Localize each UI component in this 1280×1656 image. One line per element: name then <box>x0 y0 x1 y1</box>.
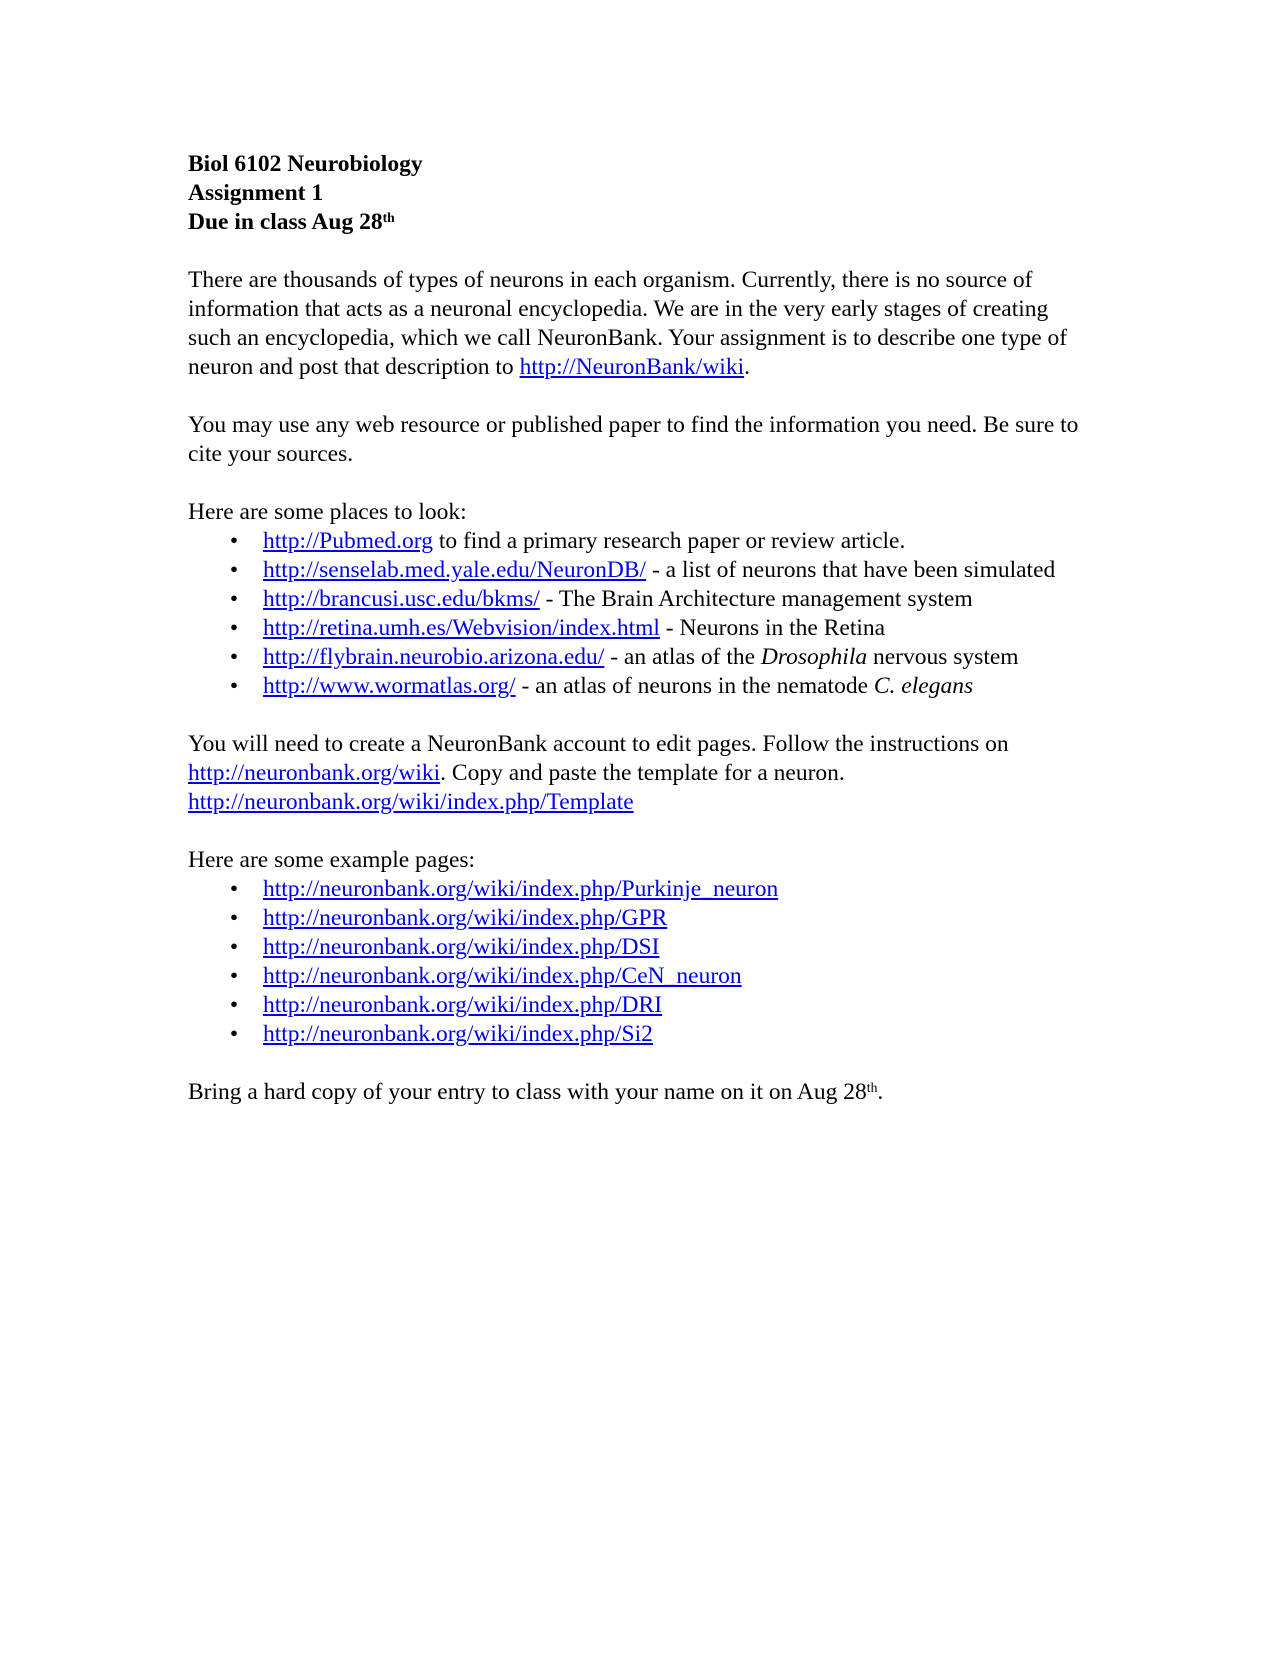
bullet-icon: • <box>229 615 239 641</box>
bullet-icon: • <box>229 673 239 699</box>
list-item <box>188 991 1088 1020</box>
examples-heading: Here are some example pages: <box>188 847 476 873</box>
list-item-text: - The Brain Architecture management system <box>539 586 973 612</box>
course-title: Biol 6102 Neurobiology <box>188 151 423 177</box>
document-body <box>188 150 1088 1107</box>
bullet-icon: • <box>229 586 239 612</box>
list-item <box>188 672 1088 701</box>
due-date-superscript: th <box>382 209 395 225</box>
list-item <box>188 904 1088 933</box>
cen-neuron-link[interactable]: http://neuronbank.org/wiki/index.php/CeN_neuron <box>263 963 742 989</box>
list-item <box>188 614 1088 643</box>
intro-end: . <box>744 354 750 380</box>
closing-paragraph <box>188 1078 1088 1107</box>
account-text: You will need to create a NeuronBank account to edit pages. Follow the instructions on <box>188 731 1009 757</box>
assignment-title: Assignment 1 <box>188 180 324 206</box>
title-block <box>188 150 1088 237</box>
wormatlas-link[interactable]: http://www.wormatlas.org/ <box>263 673 516 699</box>
bullet-icon: • <box>229 644 239 670</box>
closing-superscript: th <box>866 1079 878 1095</box>
dri-link[interactable]: http://neuronbank.org/wiki/index.php/DRI <box>263 992 663 1018</box>
intro-paragraph <box>188 266 1088 382</box>
list-item <box>188 643 1088 672</box>
list-item <box>188 875 1088 904</box>
pubmed-link[interactable]: http://Pubmed.org <box>263 528 433 554</box>
examples-section <box>188 846 1088 1049</box>
due-date-text: Due in class Aug 28 <box>188 209 383 235</box>
list-item-text: to find a primary research paper or review article. <box>432 528 906 554</box>
neuronbank-org-wiki-link[interactable]: http://neuronbank.org/wiki <box>188 760 441 786</box>
si2-link[interactable]: http://neuronbank.org/wiki/index.php/Si2 <box>263 1021 653 1047</box>
bullet-icon: • <box>229 905 239 931</box>
bullet-icon: • <box>229 992 239 1018</box>
examples-list <box>188 875 1088 1049</box>
bullet-icon: • <box>229 1021 239 1047</box>
list-item-text-after: nervous system <box>867 644 1019 670</box>
account-paragraph <box>188 730 1088 817</box>
list-item <box>188 585 1088 614</box>
list-item-text: - Neurons in the Retina <box>659 615 886 641</box>
places-list <box>188 527 1088 701</box>
bullet-icon: • <box>229 528 239 554</box>
list-item-text: - a list of neurons that have been simulated <box>646 557 1056 583</box>
dsi-link[interactable]: http://neuronbank.org/wiki/index.php/DSI <box>263 934 660 960</box>
list-item-text: - an atlas of neurons in the nematode <box>515 673 874 699</box>
neuronbank-wiki-link[interactable]: http://NeuronBank/wiki <box>519 354 745 380</box>
bullet-icon: • <box>229 557 239 583</box>
gpr-link[interactable]: http://neuronbank.org/wiki/index.php/GPR <box>263 905 668 931</box>
list-item <box>188 527 1088 556</box>
bullet-icon: • <box>229 934 239 960</box>
bullet-icon: • <box>229 963 239 989</box>
bullet-icon: • <box>229 876 239 902</box>
places-heading: Here are some places to look: <box>188 499 467 525</box>
list-item-text: - an atlas of the <box>604 644 761 670</box>
due-date-line <box>188 208 1088 237</box>
closing-text: Bring a hard copy of your entry to class with your name on it on Aug 28 <box>188 1079 867 1105</box>
resources-paragraph: You may use any web resource or published paper to find the information you need. Be sure to cite your sources. <box>188 412 1079 467</box>
closing-end: . <box>877 1079 884 1105</box>
list-item <box>188 933 1088 962</box>
neurondb-link[interactable]: http://senselab.med.yale.edu/NeuronDB/ <box>263 557 647 583</box>
places-section <box>188 498 1088 701</box>
purkinje-link[interactable]: http://neuronbank.org/wiki/index.php/Purkinje_neuron <box>263 876 779 902</box>
flybrain-link[interactable]: http://flybrain.neurobio.arizona.edu/ <box>263 644 605 670</box>
list-item <box>188 1020 1088 1049</box>
webvision-link[interactable]: http://retina.umh.es/Webvision/index.html <box>263 615 660 641</box>
drosophila-italic: Drosophila <box>760 644 868 670</box>
intro-text: There are thousands of types of neurons in each organism. Currently, there is no source of information that acts as a neuronal encyclopedia. We are in the very early stages of creating such an encyclopedia, which we call NeuronBank. Your assignment is to describe one type of neuron and post that description to <box>188 267 1068 380</box>
template-link[interactable]: http://neuronbank.org/wiki/index.php/Template <box>188 789 634 815</box>
bkms-link[interactable]: http://brancusi.usc.edu/bkms/ <box>263 586 540 612</box>
c-elegans-italic: C. elegans <box>873 673 974 699</box>
account-text-2: . Copy and paste the template for a neuron. <box>440 760 845 786</box>
list-item <box>188 962 1088 991</box>
list-item <box>188 556 1088 585</box>
